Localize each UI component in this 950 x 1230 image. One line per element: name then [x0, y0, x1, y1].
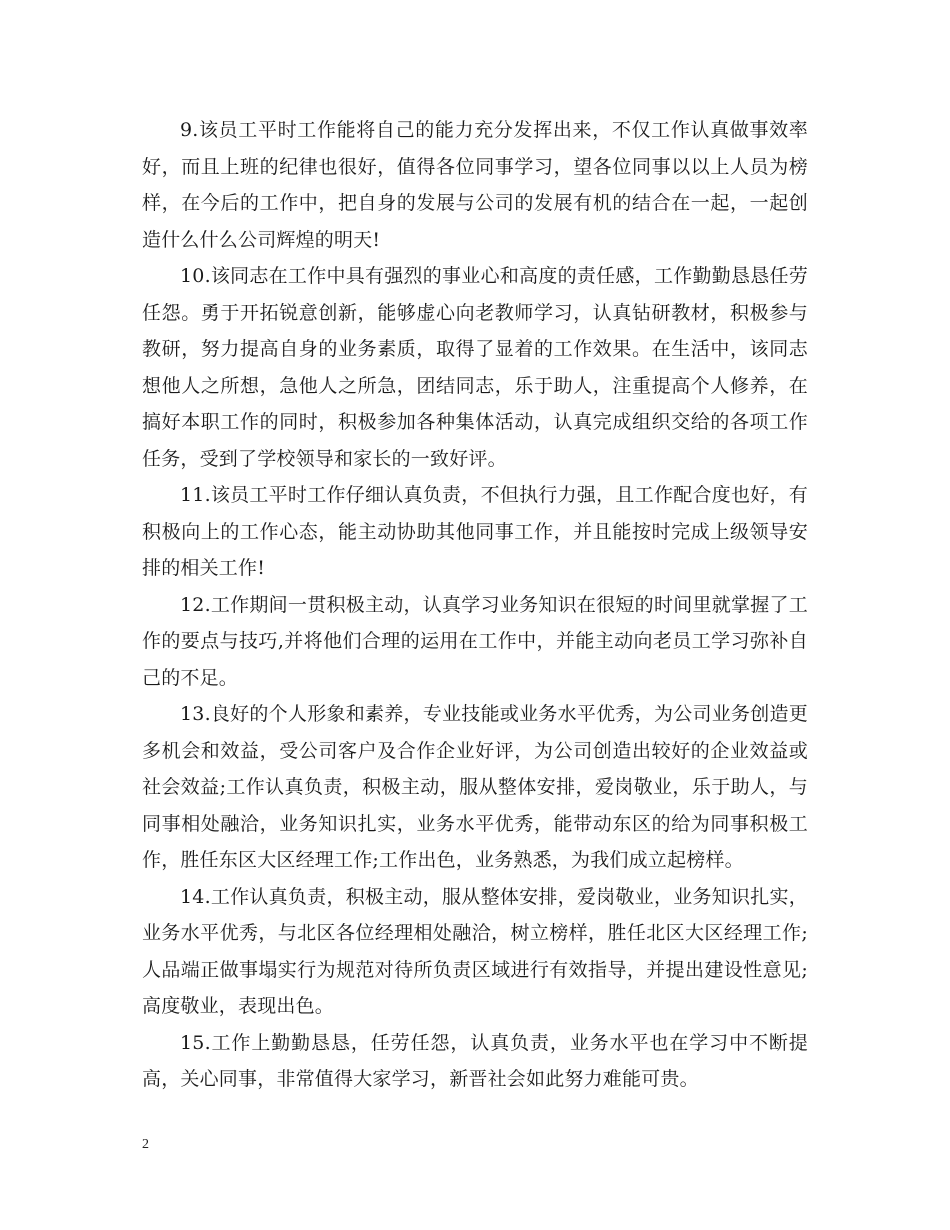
- paragraph-11: 11.该员工平时工作仔细认真负责，不但执行力强，且工作配合度也好，有积极向上的工作心态，能主动协助其他同事工作，并且能按时完成上级领导安排的相关工作!: [142, 484, 808, 579]
- paragraph-10: 10.该同志在工作中具有强烈的事业心和高度的责任感，工作勤勤恳恳任劳任怨。勇于开拓锐意创新，能够虚心向老教师学习，认真钻研教材，积极参与教研，努力提高自身的业务素质，取得了显着的工作效果。在生活中，该同志想他人之所想，急他人之所急，团结同志，乐于助人，注重提高个人修养，在搞好本职工作的同时，积极参加各种集体活动，认真完成组织交给的各项工作任务，受到了学校领导和家长的一致好评。: [142, 265, 808, 470]
- paragraph-9: 9.该员工平时工作能将自己的能力充分发挥出来，不仅工作认真做事效率好，而且上班的纪律也很好，值得各位同事学习，望各位同事以以上人员为榜样，在今后的工作中，把自身的发展与公司的发展有机的结合在一起，一起创造什么什么公司辉煌的明天!: [142, 119, 808, 251]
- paragraph-15: 15.工作上勤勤恳恳，任劳任怨，认真负责，业务水平也在学习中不断提高，关心同事，非常值得大家学习，新晋社会如此努力难能可贵。: [142, 1031, 808, 1090]
- paragraph-13: 13.良好的个人形象和素养，专业技能或业务水平优秀，为公司业务创造更多机会和效益，受公司客户及合作企业好评，为公司创造出较好的企业效益或社会效益;工作认真负责，积极主动，服从整体安排，爱岗敬业，乐于助人，与同事相处融洽，业务知识扎实，业务水平优秀，能带动东区的给为同事积极工作，胜任东区大区经理工作;工作出色，业务熟悉，为我们成立起榜样。: [142, 703, 808, 871]
- document-body: [142, 112, 808, 1098]
- paragraph-12: 12.工作期间一贯积极主动，认真学习业务知识在很短的时间里就掌握了工作的要点与技巧,并将他们合理的运用在工作中，并能主动向老员工学习弥补自己的不足。: [142, 593, 808, 689]
- page-number: 2: [142, 1137, 149, 1152]
- paragraph-14: 14.工作认真负责，积极主动，服从整体安排，爱岗敬业，业务知识扎实，业务水平优秀，与北区各位经理相处融洽，树立榜样，胜任北区大区经理工作;人品端正做事塌实行为规范对待所负责区域进行有效指导，并提出建设性意见;高度敬业，表现出色。: [142, 885, 808, 1017]
